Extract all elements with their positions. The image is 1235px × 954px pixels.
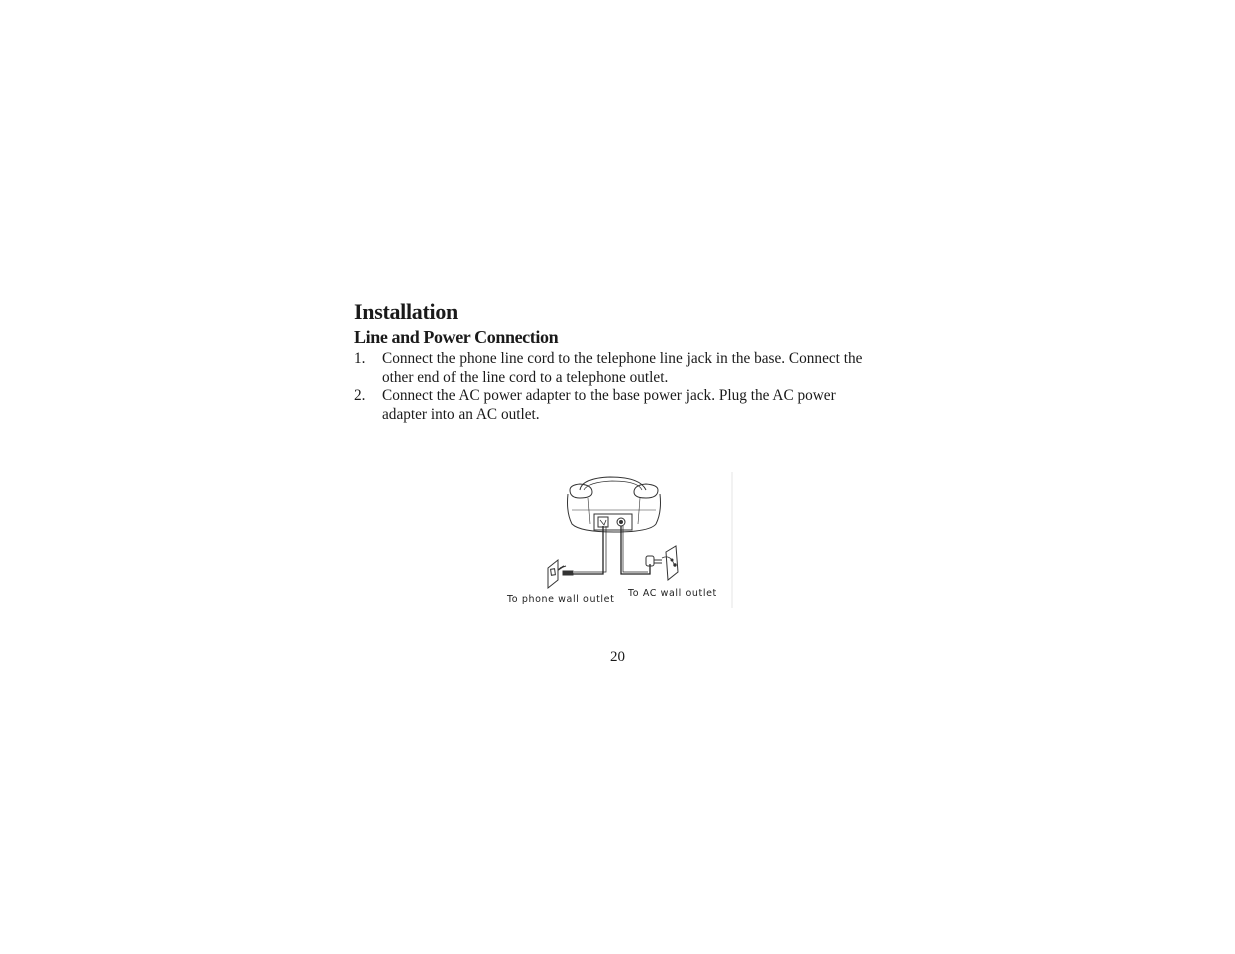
phone-outlet-caption: To phone wall outlet (507, 594, 615, 605)
section-subtitle: Line and Power Connection (354, 327, 559, 347)
phone-base (568, 477, 661, 532)
list-item (354, 387, 894, 424)
step-text-line: Connect the phone line cord to the telephone line jack in the base. Connect the (382, 350, 863, 367)
instruction-list (354, 350, 894, 424)
step-text-line: adapter into an AC outlet. (382, 405, 540, 423)
step-number: 2. (354, 387, 366, 404)
cords (572, 526, 650, 574)
phone-wall-outlet (548, 560, 573, 588)
step-number: 1. (354, 350, 366, 367)
ac-wall-outlet (646, 546, 678, 580)
step-text-line: other end of the line cord to a telephone outlet. (382, 368, 669, 386)
list-item (354, 350, 894, 387)
page-title: Installation (354, 299, 458, 324)
page-number: 20 (610, 649, 625, 665)
ac-outlet-caption: To AC wall outlet (628, 588, 717, 599)
step-text-line: Connect the AC power adapter to the base power jack. Plug the AC power (382, 387, 836, 404)
